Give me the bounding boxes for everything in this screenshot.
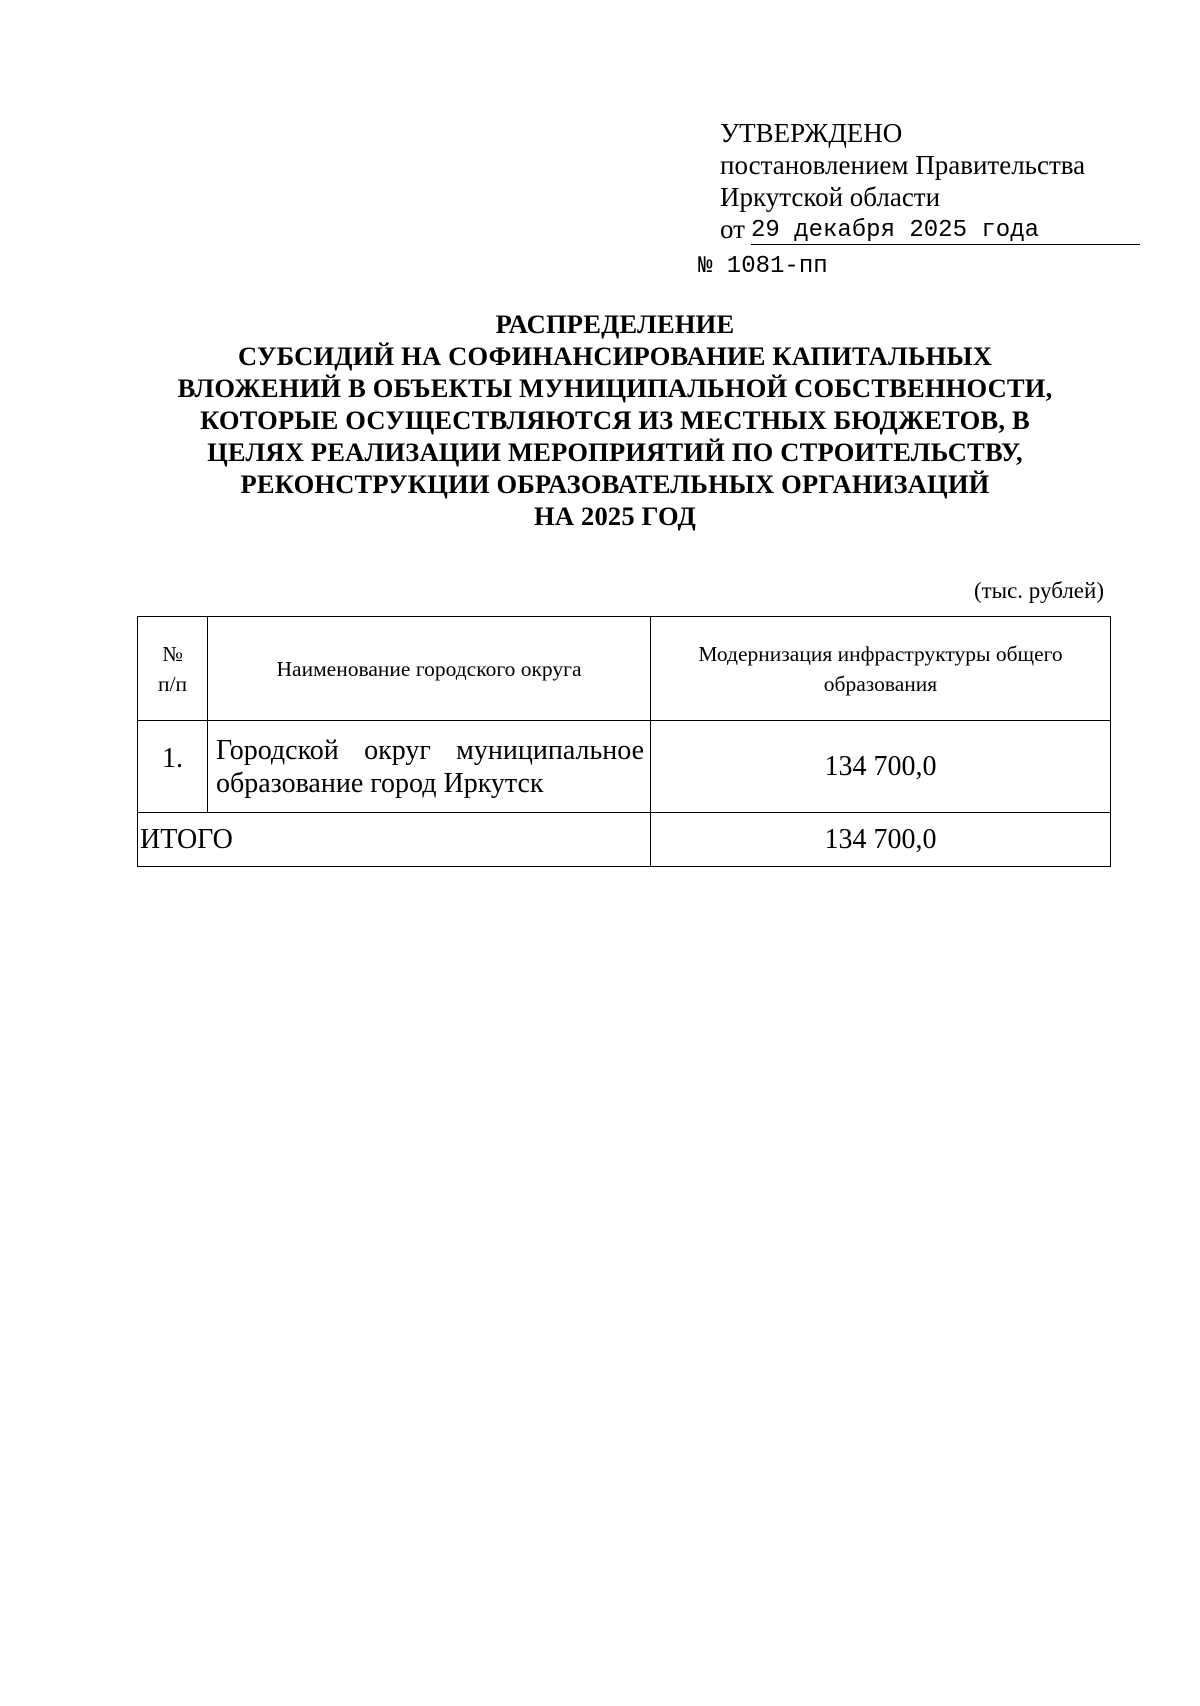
row-number: 1. (138, 721, 208, 813)
approval-title: УТВЕРЖДЕНО (720, 118, 903, 148)
approval-date-value: 29 декабря 2025 года (751, 219, 1140, 245)
heading-line: СУБСИДИЙ НА СОФИНАНСИРОВАНИЕ КАПИТАЛЬНЫХ (237, 341, 993, 371)
header-name: Наименование городского округа (208, 617, 651, 721)
total-value: 134 700,0 (651, 813, 1111, 867)
header-value-line2: образования (823, 671, 938, 696)
heading-line: ЦЕЛЯХ РЕАЛИЗАЦИИ МЕРОПРИЯТИЙ ПО СТРОИТЕЛЬСТВУ, (207, 437, 1023, 467)
header-value (651, 617, 1111, 721)
table-row (138, 721, 1111, 813)
document-heading (120, 308, 1110, 532)
heading-line: РАСПРЕДЕЛЕНИЕ (495, 309, 735, 339)
heading-line: РЕКОНСТРУКЦИИ ОБРАЗОВАТЕЛЬНЫХ ОРГАНИЗАЦИЙ (240, 469, 990, 499)
approval-by-line: постановлением Правительства (720, 150, 1086, 180)
approval-region-line: Иркутской области (720, 182, 941, 212)
units-note: (тыс. рублей) (973, 578, 1104, 603)
heading-line: НА 2025 ГОД (534, 501, 696, 531)
total-label: ИТОГО (138, 813, 651, 867)
header-number-line1: № (162, 641, 183, 666)
distribution-table (137, 616, 1111, 867)
heading-line: ВЛОЖЕНИЙ В ОБЪЕКТЫ МУНИЦИПАЛЬНОЙ СОБСТВЕННОСТИ, (177, 373, 1053, 403)
heading-line: КОТОРЫЕ ОСУЩЕСТВЛЯЮТСЯ ИЗ МЕСТНЫХ БЮДЖЕТОВ, В (200, 405, 1030, 435)
row-value: 134 700,0 (651, 721, 1111, 813)
header-value-line1: Модернизация инфраструктуры общего (698, 641, 1063, 666)
header-number (138, 617, 208, 721)
header-number-line2: п/п (158, 671, 187, 696)
approval-block (720, 117, 1140, 245)
table-total-row (138, 813, 1111, 867)
row-name: Городской округ муниципальное образование город Иркутск (208, 721, 651, 813)
approval-number: № 1081-пп (698, 253, 828, 280)
approval-date-prefix: от (720, 214, 745, 244)
table-header-row (138, 617, 1111, 721)
approval-date-line (720, 213, 1140, 245)
